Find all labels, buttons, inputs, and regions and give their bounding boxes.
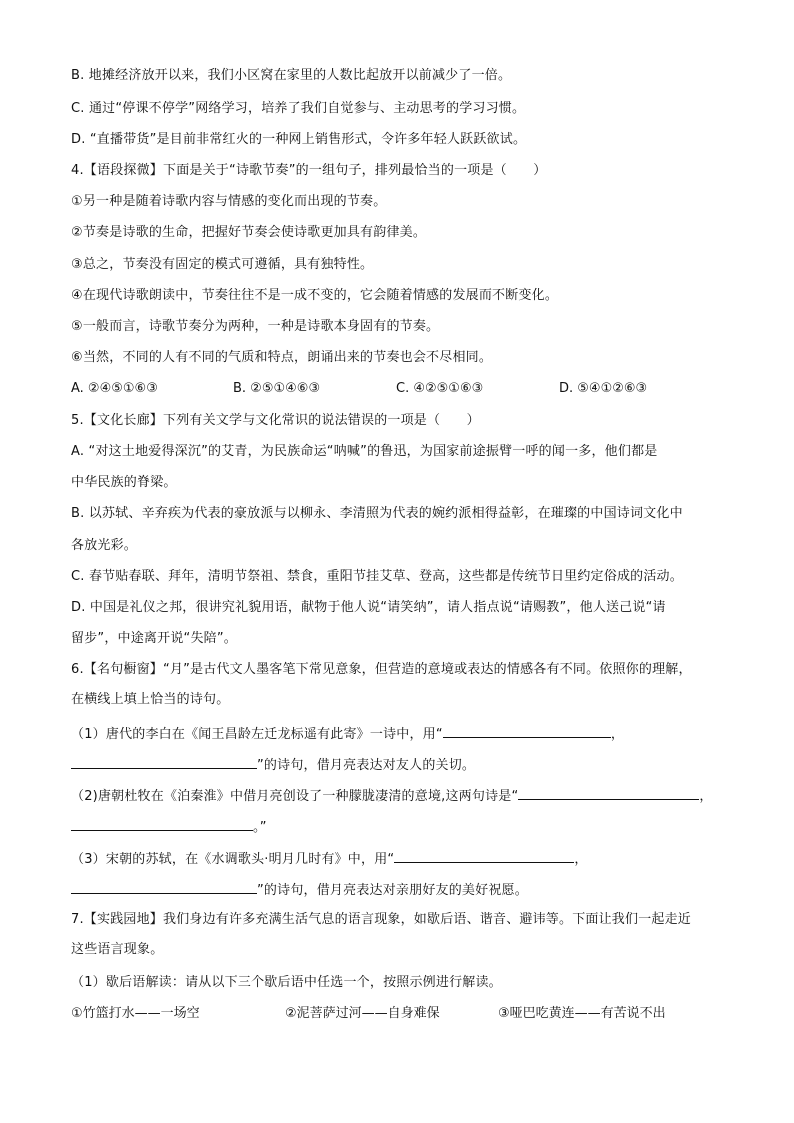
q3-option-c: C. 通过“停课不停学”网络学习，培养了我们自觉参与、主动思考的学习习惯。	[71, 101, 526, 116]
q6-part3-line1	[71, 848, 588, 870]
q6-part2-comma: ，	[699, 789, 713, 804]
q5-option-d-line1: D. 中国是礼仪之邦，很讲究礼貌用语，献物于他人说“请笑纳”，请人指点说“请赐教”，他人送己说“请	[71, 600, 666, 615]
q6-part2-blank-2[interactable]	[71, 816, 253, 831]
q6-stem-line2: 在横线上填上恰当的诗句。	[71, 692, 230, 707]
q4-sentence-2: ②节奏是诗歌的生命，把握好节奏会使诗歌更加具有韵律美。	[71, 225, 427, 240]
q6-part2-blank-1[interactable]	[518, 785, 699, 800]
q5-option-d-line2: 留步”，中途离开说“失陪”。	[71, 631, 238, 646]
q4-sentence-6: ⑥当然，不同的人有不同的气质和特点，朗诵出来的节奏也会不尽相同。	[71, 350, 493, 365]
q6-part1-blank-2[interactable]	[71, 754, 257, 769]
q4-sentence-5: ⑤一般而言，诗歌节奏分为两种，一种是诗歌本身固有的节奏。	[71, 319, 440, 334]
q4-sentence-3: ③总之，节奏没有固定的模式可遵循，具有独特性。	[71, 257, 374, 272]
q7-stem-line2: 这些语言现象。	[71, 942, 164, 957]
q6-part3-comma: ，	[574, 852, 588, 867]
q6-part3-tail: ”的诗句，借月亮表达对亲朋好友的美好祝愿。	[257, 883, 528, 898]
q6-part1-line1	[71, 723, 624, 745]
q5-option-c: C. 春节贴春联、拜年，清明节祭祖、禁食，重阳节挂艾草、登高，这些都是传统节日里约定俗成的活动。	[71, 569, 683, 584]
q7-stem-line1: 7.【实践园地】我们身边有许多充满生活气息的语言现象，如歇后语、谐音、避讳等。下面让我们一起走近	[71, 912, 692, 927]
q5-option-b-line1: B. 以苏轼、辛弃疾为代表的豪放派与以柳永、李清照为代表的婉约派相得益彰，在璀璨的中国诗词文化中	[71, 506, 683, 521]
q6-part1-tail: ”的诗句，借月亮表达对友人的关切。	[257, 758, 476, 773]
q4-option-a: A. ②④⑤①⑥③	[71, 381, 158, 396]
q4-option-d: D. ⑤④①②⑥③	[559, 381, 648, 396]
q5-option-a-line2: 中华民族的脊梁。	[71, 475, 177, 490]
q3-option-d: D. “直播带货”是目前非常红火的一种网上销售形式，令许多年轻人跃跃欲试。	[71, 132, 527, 147]
q6-part3-blank-2[interactable]	[71, 879, 257, 894]
q5-option-a-line1: A. “对这土地爱得深沉”的艾青，为民族命运“呐喊”的鲁迅，为国家前途振臂一呼的闻一多，他们都是	[71, 444, 658, 459]
q7-subquestion-1: （1）歇后语解读：请从以下三个歇后语中任选一个，按照示例进行解读。	[71, 975, 502, 990]
q5-option-b-line2: 各放光彩。	[71, 538, 138, 553]
q7-proverb-1: ①竹篮打水——一场空	[71, 1006, 200, 1021]
q4-sentence-4: ④在现代诗歌朗读中，节奏往往不是一成不变的，它会随着情感的发展而不断变化。	[71, 288, 559, 303]
q6-part1-comma: ，	[610, 727, 625, 742]
q6-part2-prompt: （2)唐朝杜牧在《泊秦淮》中借月亮创设了一种朦胧凄清的意境,这两句诗是“	[71, 789, 519, 804]
q5-stem: 5.【文化长廊】下列有关文学与文化常识的说法错误的一项是（ ）	[71, 413, 480, 428]
q7-proverb-2: ②泥菩萨过河——自身难保	[285, 1006, 440, 1021]
q6-part1-prompt: （1）唐代的李白在《闻王昌龄左迁龙标遥有此寄》一诗中，用“	[71, 727, 443, 742]
q6-part2-line1	[71, 785, 713, 807]
q4-option-b: B. ②⑤①④⑥③	[233, 381, 321, 396]
q6-part3-prompt: （3）宋朝的苏轼，在《水调歌头·明月几时有》中，用“	[71, 852, 395, 867]
q6-part1-blank-1[interactable]	[443, 723, 611, 738]
q6-part2-line2	[71, 816, 267, 838]
q6-part3-line2	[71, 879, 528, 901]
q4-option-c: C. ④②⑤①⑥③	[396, 381, 484, 396]
q6-stem-line1: 6.【名句橱窗】“月”是古代文人墨客笔下常见意象，但营造的意境或表达的情感各有不同。依照你的理解，	[71, 662, 692, 677]
q6-part1-line2	[71, 754, 475, 776]
q7-proverb-3: ③哑巴吃黄连——有苦说不出	[498, 1006, 666, 1021]
q3-option-b: B. 地摊经济放开以来，我们小区窝在家里的人数比起放开以前减少了一倍。	[71, 68, 512, 83]
q6-part2-tail: 。”	[253, 820, 267, 835]
q6-part3-blank-1[interactable]	[394, 848, 574, 863]
q4-stem: 4.【语段探微】下面是关于“诗歌节奏”的一组句子，排列最恰当的一项是（ ）	[71, 163, 547, 178]
q4-sentence-1: ①另一种是随着诗歌内容与情感的变化而出现的节奏。	[71, 194, 387, 209]
